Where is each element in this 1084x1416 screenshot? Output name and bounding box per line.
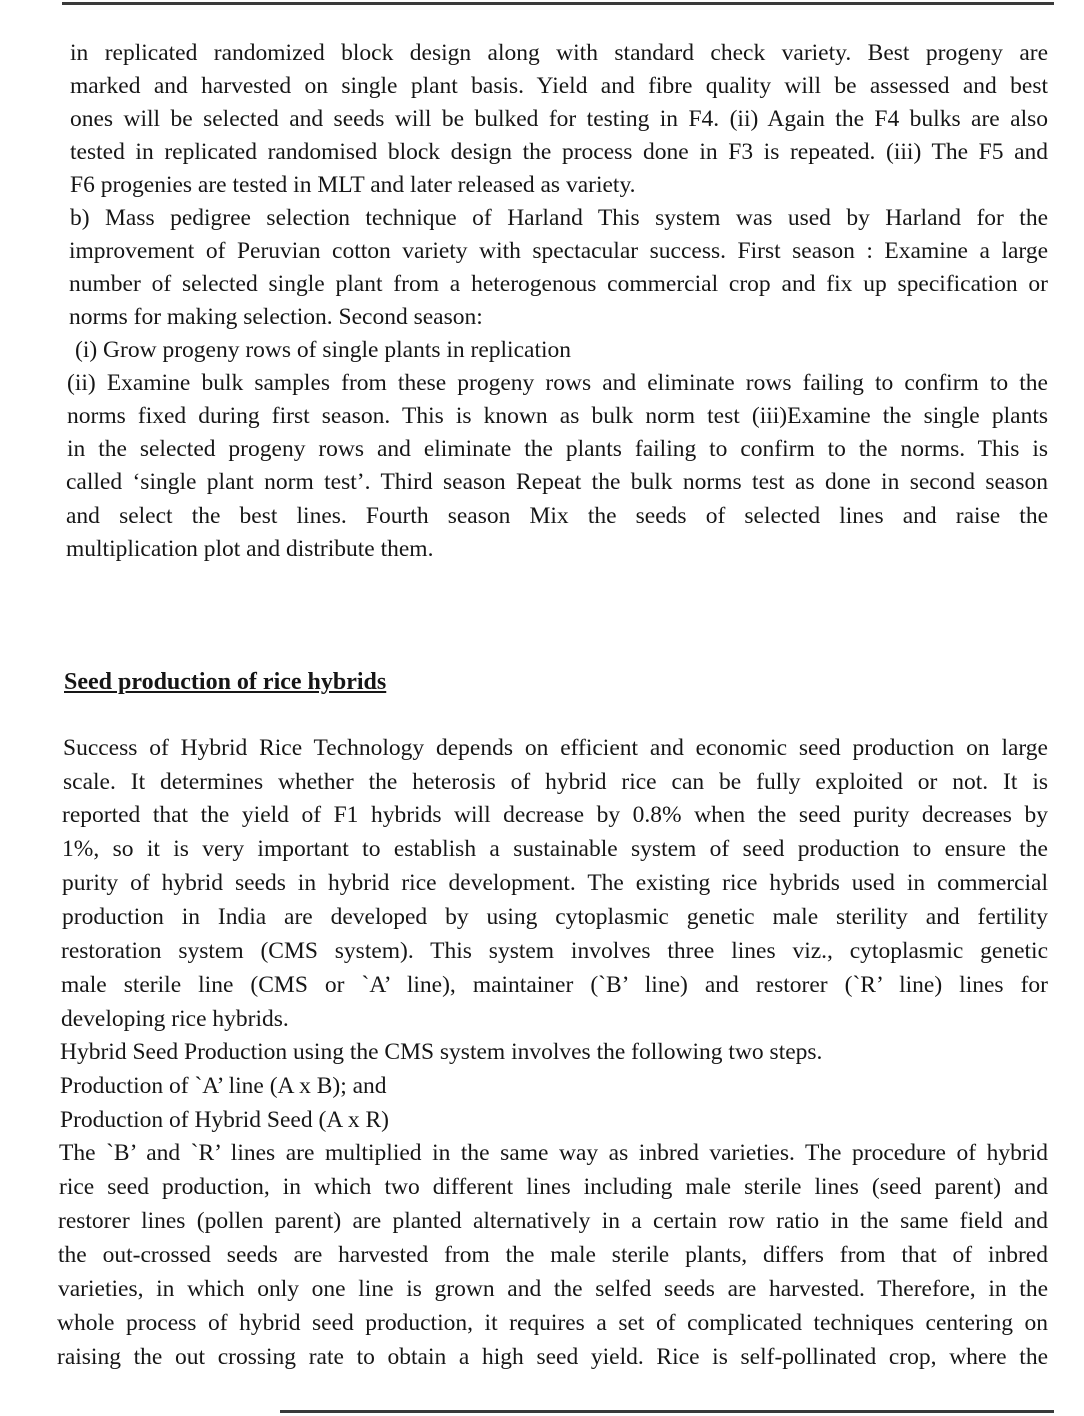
paragraph-line: called ‘single plant norm test’. Third season Repeat the bulk norms test as done in second season: [66, 469, 1048, 495]
paragraph-line: rice seed production, in which two different lines including male sterile lines (seed parent) and: [59, 1174, 1048, 1200]
paragraph-line: b) Mass pedigree selection technique of Harland This system was used by Harland for the: [70, 205, 1048, 231]
bottom-rule: [280, 1410, 1054, 1413]
list-item: (i) Grow progeny rows of single plants in replication: [75, 337, 572, 363]
paragraph-line: restorer lines (pollen parent) are planted alternatively in a certain row ratio in the same field and: [58, 1208, 1048, 1234]
paragraph-line: tested in replicated randomised block design the process done in F3 is repeated. (iii) The F5 and: [70, 139, 1048, 165]
paragraph-line: raising the out crossing rate to obtain a high seed yield. Rice is self-pollinated crop, where the: [57, 1344, 1048, 1370]
paragraph-line: Hybrid Seed Production using the CMS system involves the following two steps.: [60, 1039, 823, 1065]
paragraph-line: number of selected single plant from a heterogenous commercial crop and fix up specification or: [69, 271, 1048, 297]
section-heading: Seed production of rice hybrids: [64, 669, 387, 695]
top-rule: [62, 2, 1054, 5]
paragraph-line: reported that the yield of F1 hybrids will decrease by 0.8% when the seed purity decreases by: [62, 802, 1048, 828]
paragraph-line: ones will be selected and seeds will be bulked for testing in F4. (ii) Again the F4 bulks are also: [70, 106, 1048, 132]
paragraph-line: Success of Hybrid Rice Technology depends on efficient and economic seed production on large: [63, 735, 1048, 761]
paragraph-line: norms fixed during first season. This is known as bulk norm test (iii)Examine the single plants: [67, 403, 1048, 429]
paragraph-line: in replicated randomized block design along with standard check variety. Best progeny are: [70, 40, 1048, 66]
paragraph-line: purity of hybrid seeds in hybrid rice development. The existing rice hybrids used in commercial: [62, 870, 1048, 896]
paragraph-line: the out-crossed seeds are harvested from the male sterile plants, differs from that of inbred: [58, 1242, 1048, 1268]
paragraph-line: in the selected progeny rows and eliminate the plants failing to confirm to the norms. This is: [67, 436, 1048, 462]
list-item: Production of `A’ line (A x B); and: [60, 1073, 387, 1099]
list-item: Production of Hybrid Seed (A x R): [60, 1107, 389, 1133]
paragraph-line: multiplication plot and distribute them.: [66, 536, 434, 562]
list-item: (ii) Examine bulk samples from these progeny rows and eliminate rows failing to confirm to the: [67, 370, 1048, 396]
paragraph-line: restoration system (CMS system). This system involves three lines viz., cytoplasmic genetic: [61, 938, 1048, 964]
paragraph-line: scale. It determines whether the heterosis of hybrid rice can be fully exploited or not. It is: [63, 769, 1048, 795]
paragraph-line: production in India are developed by using cytoplasmic genetic male sterility and fertility: [62, 904, 1048, 930]
paragraph-line: 1%, so it is very important to establish a sustainable system of seed production to ensure the: [62, 836, 1048, 862]
paragraph-line: whole process of hybrid seed production, it requires a set of complicated techniques centering on: [57, 1310, 1048, 1336]
paragraph-line: marked and harvested on single plant basis. Yield and fibre quality will be assessed and best: [70, 73, 1048, 99]
paragraph-line: varieties, in which only one line is grown and the selfed seeds are harvested. Therefore, in the: [58, 1276, 1048, 1302]
paragraph-line: F6 progenies are tested in MLT and later released as variety.: [70, 172, 636, 198]
paragraph-line: norms for making selection. Second season:: [69, 304, 483, 330]
paragraph-line: The `B’ and `R’ lines are multiplied in the same way as inbred varieties. The procedure of hybrid: [59, 1140, 1048, 1166]
paragraph-line: developing rice hybrids.: [61, 1006, 289, 1032]
paragraph-line: male sterile line (CMS or `A’ line), maintainer (`B’ line) and restorer (`R’ line) lines for: [61, 972, 1048, 998]
paragraph-line: improvement of Peruvian cotton variety with spectacular success. First season : Examine a large: [69, 238, 1048, 264]
paragraph-line: and select the best lines. Fourth season Mix the seeds of selected lines and raise the: [66, 503, 1048, 529]
